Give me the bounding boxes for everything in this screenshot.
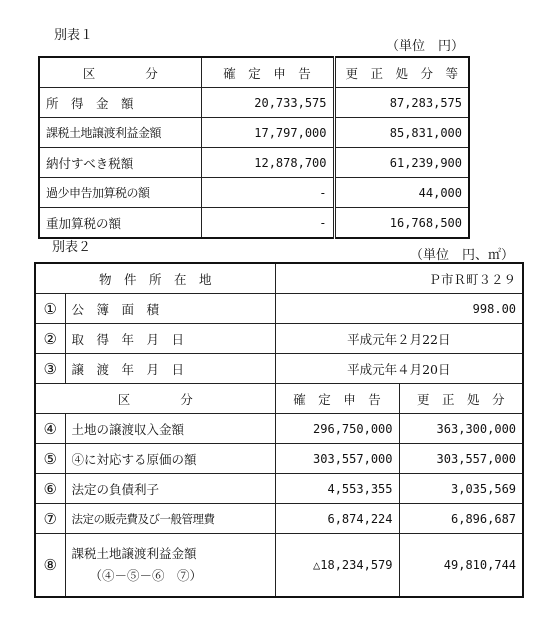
row-number: ⑤ xyxy=(35,444,65,474)
table-header-row xyxy=(35,384,523,414)
column-header-kakutei: 確 定 申 告 xyxy=(201,57,334,88)
kosei-value: 303,557,000 xyxy=(399,444,523,474)
kosei-value: 16,768,500 xyxy=(334,208,469,239)
column-header-kosei: 更 正 処 分 等 xyxy=(334,57,469,88)
land-transfer-table xyxy=(34,262,524,598)
kakutei-value: 12,878,700 xyxy=(201,148,334,178)
table-row xyxy=(39,208,469,239)
property-location-value: Ｐ市Ｒ町３２９ xyxy=(275,263,523,294)
row-number: ③ xyxy=(35,354,65,384)
kakutei-value: 6,874,224 xyxy=(275,504,399,534)
table-row xyxy=(35,504,523,534)
kakutei-value: 17,797,000 xyxy=(201,118,334,148)
row-label xyxy=(65,534,275,598)
table1-unit: （単位 円） xyxy=(386,39,465,54)
table2-caption: 別表２ xyxy=(52,240,92,255)
table-row xyxy=(39,148,469,178)
row-label: 公 簿 面 積 xyxy=(65,294,275,324)
table2-unit: （単位 円、㎡） xyxy=(410,248,515,263)
table-row xyxy=(35,444,523,474)
row-number: ① xyxy=(35,294,65,324)
kakutei-value: 303,557,000 xyxy=(275,444,399,474)
row-label: 法定の販売費及び一般管理費 xyxy=(65,504,275,534)
property-location-label: 物 件 所 在 地 xyxy=(35,263,275,294)
kakutei-value: 20,733,575 xyxy=(201,88,334,118)
row-label: 法定の負債利子 xyxy=(65,474,275,504)
kosei-value: 87,283,575 xyxy=(334,88,469,118)
kakutei-value: - xyxy=(201,208,334,239)
row-label: 納付すべき税額 xyxy=(39,148,201,178)
row-number: ⑦ xyxy=(35,504,65,534)
area-value: 998.00 xyxy=(275,294,523,324)
row-label: ④に対応する原価の額 xyxy=(65,444,275,474)
row-number: ④ xyxy=(35,414,65,444)
row-label: 課税土地譲渡利益金額 xyxy=(39,118,201,148)
kosei-value: 61,239,900 xyxy=(334,148,469,178)
row-label-line1: 課税土地譲渡利益金額 xyxy=(71,546,197,561)
income-tax-table xyxy=(38,56,470,239)
table-header-row xyxy=(39,57,469,88)
kosei-value: 44,000 xyxy=(334,178,469,208)
table-row xyxy=(39,178,469,208)
row-label: 土地の譲渡収入金額 xyxy=(65,414,275,444)
row-label: 重加算税の額 xyxy=(39,208,201,239)
row-label: 過少申告加算税の額 xyxy=(39,178,201,208)
property-row xyxy=(35,263,523,294)
row-number: ⑧ xyxy=(35,534,65,598)
row-label: 所 得 金 額 xyxy=(39,88,201,118)
info-row xyxy=(35,354,523,384)
table-row-final xyxy=(35,534,523,598)
kakutei-value: - xyxy=(201,178,334,208)
table-row xyxy=(39,88,469,118)
kosei-value: 3,035,569 xyxy=(399,474,523,504)
kosei-value: 49,810,744 xyxy=(399,534,523,598)
kakutei-value: 4,553,355 xyxy=(275,474,399,504)
column-header-kosei: 更 正 処 分 xyxy=(399,384,523,414)
transfer-date: 平成元年４月20日 xyxy=(275,354,523,384)
info-row xyxy=(35,294,523,324)
table-row xyxy=(35,474,523,504)
kosei-value: 85,831,000 xyxy=(334,118,469,148)
row-number: ② xyxy=(35,324,65,354)
kosei-value: 6,896,687 xyxy=(399,504,523,534)
table-row xyxy=(35,414,523,444)
kakutei-value: 296,750,000 xyxy=(275,414,399,444)
row-label-formula: （④－⑤－⑥ ⑦） xyxy=(89,568,203,583)
table-row xyxy=(39,118,469,148)
kosei-value: 363,300,000 xyxy=(399,414,523,444)
row-label: 譲 渡 年 月 日 xyxy=(65,354,275,384)
column-header-category: 区 分 xyxy=(39,57,201,88)
column-header-kakutei: 確 定 申 告 xyxy=(275,384,399,414)
table1-caption: 別表１ xyxy=(54,28,94,43)
row-number: ⑥ xyxy=(35,474,65,504)
row-label: 取 得 年 月 日 xyxy=(65,324,275,354)
acquisition-date: 平成元年２月22日 xyxy=(275,324,523,354)
column-header-category: 区 分 xyxy=(35,384,275,414)
kakutei-value: △18,234,579 xyxy=(275,534,399,598)
info-row xyxy=(35,324,523,354)
